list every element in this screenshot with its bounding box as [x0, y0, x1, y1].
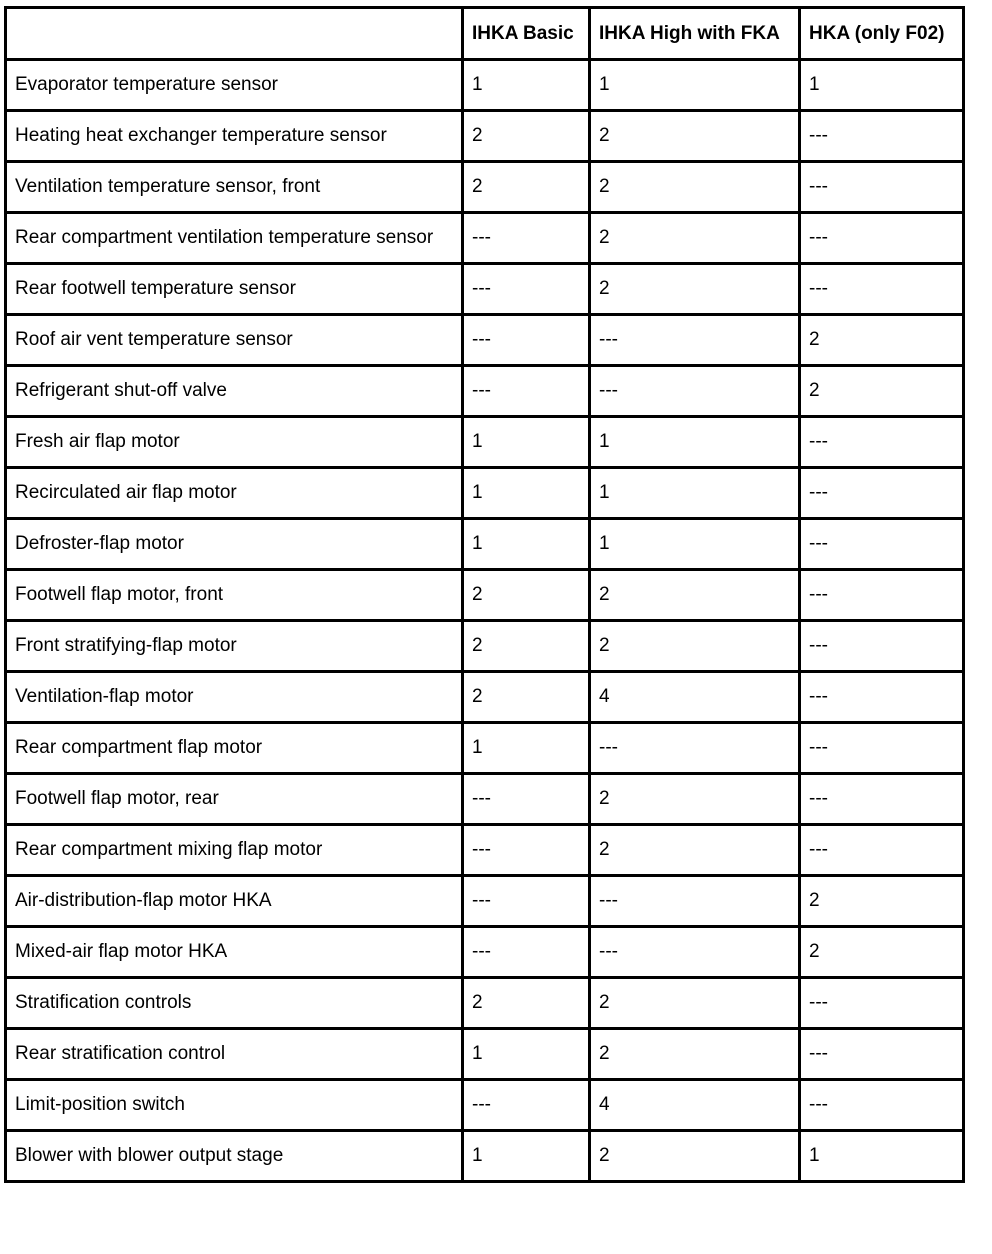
ihka-high-fka-cell: ---	[590, 723, 800, 774]
table-row	[6, 978, 964, 1029]
table-row	[6, 570, 964, 621]
ihka-basic-cell: 1	[463, 417, 590, 468]
component-name-cell: Mixed-air flap motor HKA	[6, 927, 463, 978]
table-row	[6, 213, 964, 264]
ihka-basic-cell: 1	[463, 60, 590, 111]
ihka-basic-cell: 1	[463, 1029, 590, 1080]
table-row	[6, 468, 964, 519]
ihka-high-fka-cell: ---	[590, 876, 800, 927]
ihka-high-fka-cell: 2	[590, 621, 800, 672]
component-name-cell: Front stratifying-flap motor	[6, 621, 463, 672]
hka-f02-cell: ---	[800, 825, 964, 876]
ihka-high-fka-cell: 2	[590, 774, 800, 825]
ihka-basic-cell: 1	[463, 1131, 590, 1182]
ihka-basic-cell: 2	[463, 111, 590, 162]
hka-f02-cell: ---	[800, 264, 964, 315]
hka-f02-cell: ---	[800, 978, 964, 1029]
header-ihka-high-fka: IHKA High with FKA	[590, 8, 800, 60]
table-row	[6, 417, 964, 468]
table-row	[6, 162, 964, 213]
hka-f02-cell: 2	[800, 927, 964, 978]
component-name-cell: Footwell flap motor, rear	[6, 774, 463, 825]
ihka-basic-cell: 2	[463, 570, 590, 621]
component-name-cell: Heating heat exchanger temperature sensor	[6, 111, 463, 162]
ihka-high-fka-cell: 1	[590, 519, 800, 570]
hka-f02-cell: ---	[800, 417, 964, 468]
hka-f02-cell: ---	[800, 723, 964, 774]
component-name-cell: Evaporator temperature sensor	[6, 60, 463, 111]
ihka-basic-cell: ---	[463, 774, 590, 825]
hka-f02-cell: 1	[800, 1131, 964, 1182]
ihka-high-fka-cell: 1	[590, 468, 800, 519]
ihka-basic-cell: ---	[463, 876, 590, 927]
header-component	[6, 8, 463, 60]
table-row	[6, 264, 964, 315]
ihka-high-fka-cell: 2	[590, 825, 800, 876]
component-table	[4, 6, 965, 1183]
component-name-cell: Rear footwell temperature sensor	[6, 264, 463, 315]
table-body	[6, 60, 964, 1182]
table-row	[6, 621, 964, 672]
table-row	[6, 519, 964, 570]
ihka-basic-cell: 2	[463, 978, 590, 1029]
table-row	[6, 366, 964, 417]
header-row	[6, 8, 964, 60]
component-name-cell: Recirculated air flap motor	[6, 468, 463, 519]
table-row	[6, 1029, 964, 1080]
component-name-cell: Fresh air flap motor	[6, 417, 463, 468]
component-name-cell: Rear compartment mixing flap motor	[6, 825, 463, 876]
ihka-high-fka-cell: 1	[590, 417, 800, 468]
hka-f02-cell: 2	[800, 315, 964, 366]
component-name-cell: Stratification controls	[6, 978, 463, 1029]
hka-f02-cell: ---	[800, 468, 964, 519]
component-name-cell: Blower with blower output stage	[6, 1131, 463, 1182]
ihka-basic-cell: 2	[463, 621, 590, 672]
hka-f02-cell: ---	[800, 1029, 964, 1080]
table-row	[6, 723, 964, 774]
table-row	[6, 315, 964, 366]
table-row	[6, 774, 964, 825]
ihka-basic-cell: 1	[463, 468, 590, 519]
hka-f02-cell: ---	[800, 621, 964, 672]
component-name-cell: Defroster-flap motor	[6, 519, 463, 570]
ihka-high-fka-cell: 1	[590, 60, 800, 111]
ihka-high-fka-cell: 4	[590, 1080, 800, 1131]
hka-f02-cell: 2	[800, 876, 964, 927]
component-name-cell: Rear compartment flap motor	[6, 723, 463, 774]
ihka-basic-cell: ---	[463, 315, 590, 366]
component-name-cell: Roof air vent temperature sensor	[6, 315, 463, 366]
ihka-high-fka-cell: 2	[590, 213, 800, 264]
ihka-basic-cell: 2	[463, 162, 590, 213]
table-row	[6, 60, 964, 111]
hka-f02-cell: ---	[800, 213, 964, 264]
ihka-high-fka-cell: 2	[590, 1029, 800, 1080]
header-ihka-basic: IHKA Basic	[463, 8, 590, 60]
component-name-cell: Footwell flap motor, front	[6, 570, 463, 621]
component-name-cell: Air-distribution-flap motor HKA	[6, 876, 463, 927]
hka-f02-cell: 1	[800, 60, 964, 111]
ihka-basic-cell: ---	[463, 366, 590, 417]
ihka-high-fka-cell: 2	[590, 570, 800, 621]
ihka-high-fka-cell: 2	[590, 978, 800, 1029]
hka-f02-cell: ---	[800, 774, 964, 825]
table-row	[6, 876, 964, 927]
hka-f02-cell: ---	[800, 570, 964, 621]
table-row	[6, 1080, 964, 1131]
ihka-basic-cell: ---	[463, 213, 590, 264]
hka-f02-cell: ---	[800, 1080, 964, 1131]
hka-f02-cell: ---	[800, 672, 964, 723]
component-name-cell: Refrigerant shut-off valve	[6, 366, 463, 417]
hka-f02-cell: 2	[800, 366, 964, 417]
table-row	[6, 111, 964, 162]
ihka-high-fka-cell: 4	[590, 672, 800, 723]
ihka-basic-cell: ---	[463, 264, 590, 315]
component-name-cell: Ventilation temperature sensor, front	[6, 162, 463, 213]
ihka-high-fka-cell: 2	[590, 111, 800, 162]
ihka-high-fka-cell: 2	[590, 162, 800, 213]
component-name-cell: Limit-position switch	[6, 1080, 463, 1131]
table-row	[6, 927, 964, 978]
ihka-high-fka-cell: ---	[590, 366, 800, 417]
ihka-basic-cell: 1	[463, 723, 590, 774]
table-header	[6, 8, 964, 60]
ihka-high-fka-cell: ---	[590, 927, 800, 978]
table-row	[6, 672, 964, 723]
header-hka-f02: HKA (only F02)	[800, 8, 964, 60]
component-name-cell: Ventilation-flap motor	[6, 672, 463, 723]
ihka-basic-cell: 1	[463, 519, 590, 570]
hka-f02-cell: ---	[800, 519, 964, 570]
ihka-high-fka-cell: 2	[590, 264, 800, 315]
hka-f02-cell: ---	[800, 111, 964, 162]
ihka-basic-cell: ---	[463, 825, 590, 876]
ihka-basic-cell: ---	[463, 1080, 590, 1131]
ihka-basic-cell: 2	[463, 672, 590, 723]
ihka-high-fka-cell: 2	[590, 1131, 800, 1182]
table-row	[6, 825, 964, 876]
ihka-high-fka-cell: ---	[590, 315, 800, 366]
table-row	[6, 1131, 964, 1182]
hka-f02-cell: ---	[800, 162, 964, 213]
component-name-cell: Rear compartment ventilation temperature sensor	[6, 213, 463, 264]
component-name-cell: Rear stratification control	[6, 1029, 463, 1080]
ihka-basic-cell: ---	[463, 927, 590, 978]
